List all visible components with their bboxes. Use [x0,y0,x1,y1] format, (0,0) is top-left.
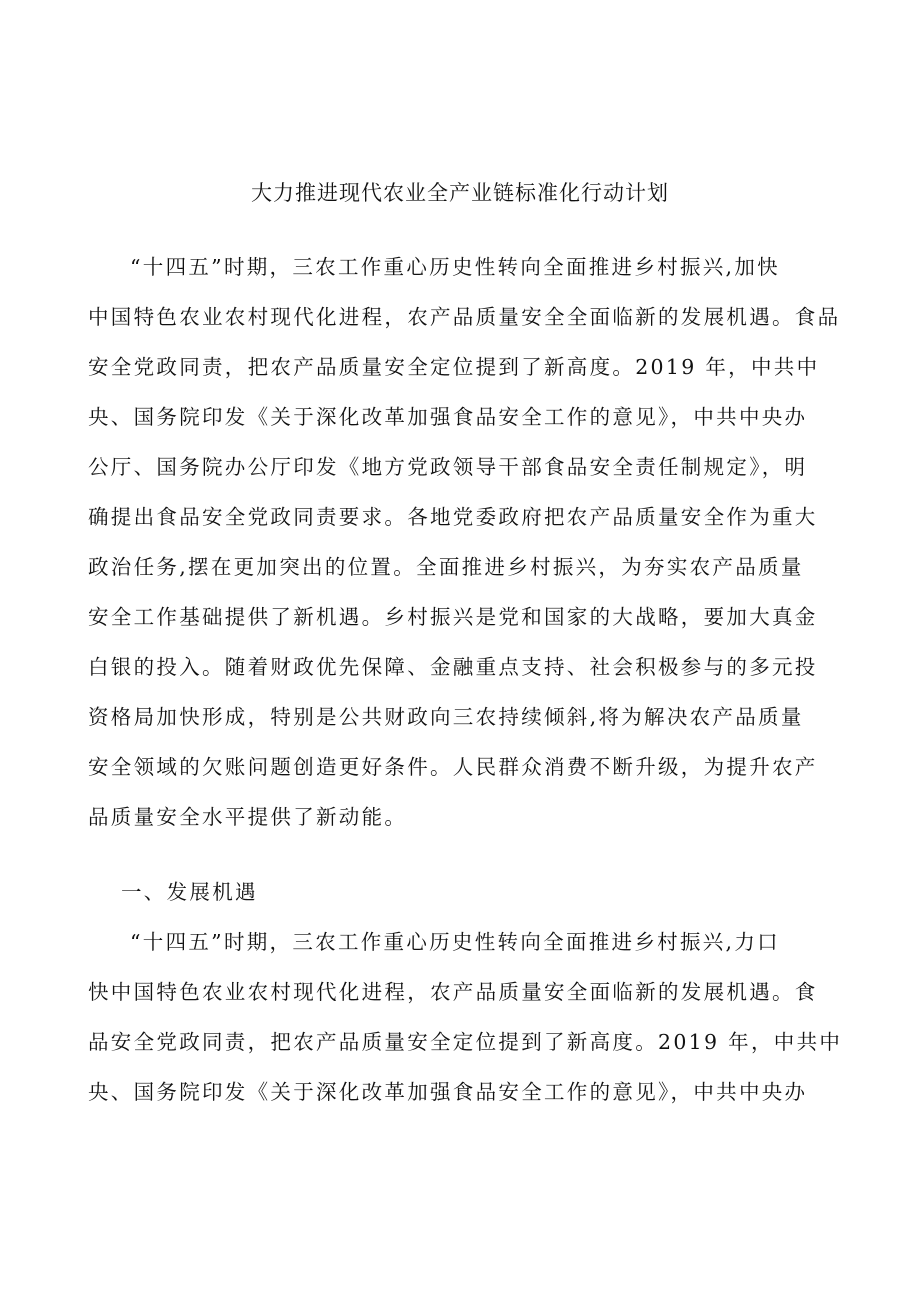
paragraph-line: 安全党政同责，把农产品质量安全定位提到了新高度。2019 年，中共中 [88,355,820,379]
paragraph-line: 品质量安全水平提供了新动能。 [88,805,408,829]
document-title: 大力推进现代农业全产业链标准化行动计划 [251,181,669,205]
paragraph-line: 快中国特色农业农村现代化进程，农产品质量安全面临新的发展机遇。食 [88,980,818,1004]
paragraph-line: 央、国务院印发《关于深化改革加强食品安全工作的意见》，中共中央办 [88,405,808,429]
paragraph-line: 安全工作基础提供了新机遇。乡村振兴是党和国家的大战略，要加大真金 [88,605,818,629]
paragraph-line: 公厅、国务院办公厅印发《地方党政领导干部食品安全责任制规定》，明 [88,455,808,479]
paragraph-line: 中国特色农业农村现代化进程，农产品质量安全全面临新的发展机遇。食品 [88,305,841,329]
paragraph-line: 品安全党政同责，把农产品质量安全定位提到了新高度。2019 年，中共中 [88,1030,843,1054]
paragraph-line: 资格局加快形成，特别是公共财政向三农持续倾斜,将为解决农产品质量 [88,705,804,729]
paragraph-line: “十四五”时期，三农工作重心历史性转向全面推进乡村振兴,力口 [130,930,780,954]
paragraph-line: 政治任务,摆在更加突出的位置。全面推进乡村振兴，为夯实农产品质量 [88,555,804,579]
paragraph-line: 白银的投入。随着财政优先保障、金融重点支持、社会积极参与的多元投 [88,655,818,679]
paragraph-line: 确提出食品安全党政同责要求。各地党委政府把农产品质量安全作为重大 [88,505,818,529]
paragraph-line: “十四五”时期，三农工作重心历史性转向全面推进乡村振兴,加快 [130,255,780,279]
section-heading: 一、发展机遇 [121,880,258,904]
paragraph-line: 安全领域的欠账问题创造更好条件。人民群众消费不断升级，为提升农产 [88,755,818,779]
paragraph-line: 央、国务院印发《关于深化改革加强食品安全工作的意见》，中共中央办 [88,1080,808,1104]
